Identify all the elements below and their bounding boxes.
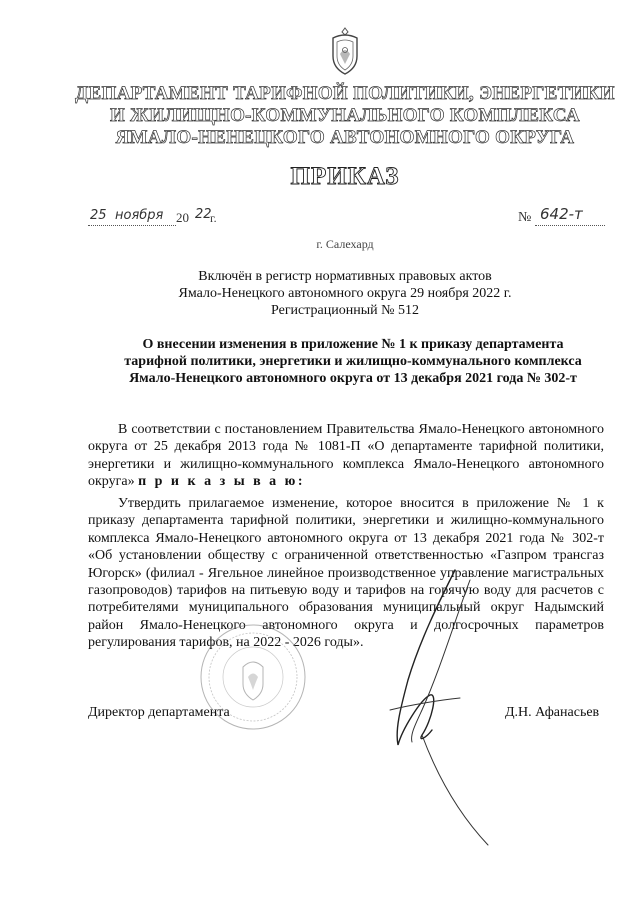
order-word: п р и к а з ы в а ю: xyxy=(138,474,306,490)
registry-line-1: Включён в регистр нормативных правовых актов xyxy=(198,269,492,284)
date-day: 25 xyxy=(90,208,107,223)
subject-line-3: Ямало-Ненецкого автономного округа от 13 декабря 2021 года № 302-т xyxy=(129,371,577,386)
date-month: ноября xyxy=(115,208,164,223)
signatory-name: Д.Н. Афанасьев xyxy=(505,705,600,720)
number-underline xyxy=(535,225,605,226)
registry-line-3: Регистрационный № 512 xyxy=(271,303,419,318)
city: г. Салехард xyxy=(316,237,374,251)
order-number-label: № xyxy=(518,210,532,225)
order-subject xyxy=(88,336,618,387)
subject-line-1: О внесении изменения в приложение № 1 к приказу департамента xyxy=(142,337,564,352)
subject-line-2: тарифной политики, энергетики и жилищно-коммунального комплекса xyxy=(124,354,582,369)
date-underline xyxy=(88,225,176,226)
operative-paragraph: Утвердить прилагаемое изменение, которое вносится в приложение № 1 к приказу департамента тарифной политики, энергетики и жилищно-коммунального комплекса Ямало-Ненецкого автономного округа от 13 декабря 2021 года № 302-т «Об установлении обществу с ограниченной ответственностью «Газпром трансгаз Югорск» (филиал - Ягельное линейное производственное управление магистральных газопроводов) тарифов на питьевую воду и тарифов на горячую воду для расчетов с потребителями муниципального образования муниципальный округ Надымский район Ямало-Ненецкого автономного округа и долгосрочных параметров регулирования тарифов, на 2022 - 2026 годы». xyxy=(88,496,604,651)
document-type-title: ПРИКАЗ xyxy=(290,163,400,190)
order-number-value: 642-т xyxy=(540,205,583,223)
date-suffix: г. xyxy=(210,211,217,225)
department-name-line-1: ДЕПАРТАМЕНТ ТАРИФНОЙ ПОЛИТИКИ, ЭНЕРГЕТИКИ xyxy=(75,83,615,104)
preamble-text: В соответствии с постановлением Правительства Ямало-Ненецкого автономного округа от 25 декабря 2013 года № 1081-П «О департаменте тарифной политики, энергетики и жилищно-коммунального комплекса Ямало-Ненецкого автономного округа» xyxy=(88,422,604,490)
preamble-paragraph xyxy=(88,421,604,491)
registry-note xyxy=(130,268,560,319)
date-year-handwritten: 22 xyxy=(195,207,212,222)
handwritten-signature-icon xyxy=(360,560,500,850)
signatory-title: Директор департамента xyxy=(88,705,230,720)
coat-of-arms-icon xyxy=(327,26,363,76)
department-name-line-3: ЯМАЛО-НЕНЕЦКОГО АВТОНОМНОГО ОКРУГА xyxy=(115,127,575,148)
registry-line-2: Ямало-Ненецкого автономного округа 29 ноября 2022 г. xyxy=(178,286,512,301)
department-name-line-2: И ЖИЛИЩНО-КОММУНАЛЬНОГО КОМПЛЕКСА xyxy=(110,105,580,126)
date-year-prefix: 20 xyxy=(176,210,189,225)
